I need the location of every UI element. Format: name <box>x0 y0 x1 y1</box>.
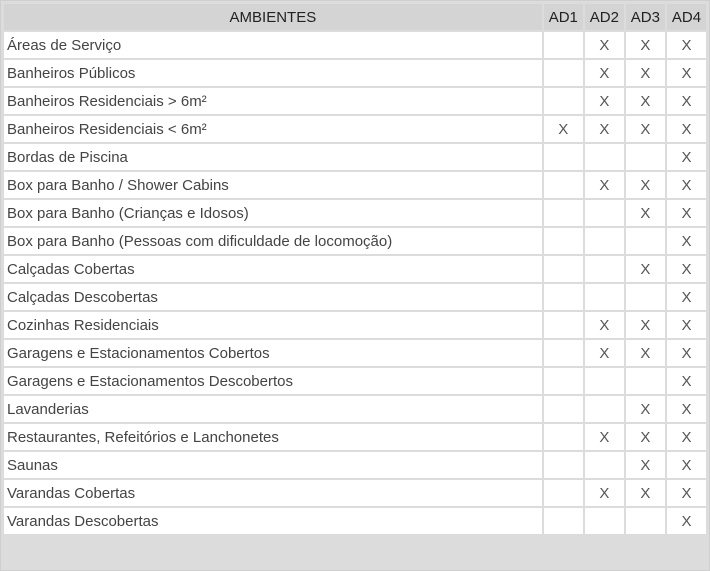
ambientes-table <box>2 2 708 536</box>
ad2-mark: X <box>585 88 624 114</box>
table-row <box>4 32 706 58</box>
table-row <box>4 284 706 310</box>
ad4-mark: X <box>667 88 706 114</box>
ambiente-name: Banheiros Residenciais < 6m² <box>4 116 542 142</box>
ad2-mark: X <box>585 480 624 506</box>
ad2-mark <box>585 256 624 282</box>
ambiente-name: Restaurantes, Refeitórios e Lanchonetes <box>4 424 542 450</box>
ad4-mark: X <box>667 144 706 170</box>
table-row <box>4 144 706 170</box>
ambiente-name: Banheiros Públicos <box>4 60 542 86</box>
ambiente-name: Varandas Cobertas <box>4 480 542 506</box>
ad3-mark: X <box>626 340 665 366</box>
ad4-mark: X <box>667 32 706 58</box>
ad2-mark: X <box>585 340 624 366</box>
ad4-mark: X <box>667 172 706 198</box>
ad2-mark <box>585 508 624 534</box>
table-row <box>4 172 706 198</box>
ad1-mark <box>544 508 583 534</box>
ad1-mark <box>544 228 583 254</box>
ad2-mark: X <box>585 312 624 338</box>
ad4-mark: X <box>667 452 706 478</box>
header-ad2: AD2 <box>585 4 624 30</box>
ad3-mark <box>626 368 665 394</box>
ad4-mark: X <box>667 340 706 366</box>
ad1-mark <box>544 368 583 394</box>
ad3-mark <box>626 228 665 254</box>
ad2-mark <box>585 396 624 422</box>
table-body <box>4 32 706 534</box>
ad2-mark <box>585 284 624 310</box>
table-row <box>4 228 706 254</box>
ad1-mark <box>544 256 583 282</box>
ad1-mark <box>544 32 583 58</box>
ad2-mark: X <box>585 60 624 86</box>
ad2-mark: X <box>585 116 624 142</box>
ad3-mark <box>626 284 665 310</box>
ambiente-name: Saunas <box>4 452 542 478</box>
header-ad3: AD3 <box>626 4 665 30</box>
table-row <box>4 396 706 422</box>
ad1-mark <box>544 172 583 198</box>
ad4-mark: X <box>667 116 706 142</box>
ad1-mark <box>544 144 583 170</box>
ad3-mark: X <box>626 200 665 226</box>
ad3-mark: X <box>626 480 665 506</box>
ambiente-name: Varandas Descobertas <box>4 508 542 534</box>
ad4-mark: X <box>667 312 706 338</box>
ad3-mark: X <box>626 396 665 422</box>
ambiente-name: Lavanderias <box>4 396 542 422</box>
table-row <box>4 256 706 282</box>
ad2-mark: X <box>585 172 624 198</box>
table-row <box>4 200 706 226</box>
table-row <box>4 312 706 338</box>
ad2-mark: X <box>585 32 624 58</box>
ambiente-name: Garagens e Estacionamentos Descobertos <box>4 368 542 394</box>
ad3-mark: X <box>626 452 665 478</box>
ambiente-name: Calçadas Descobertas <box>4 284 542 310</box>
ad1-mark <box>544 452 583 478</box>
ad4-mark: X <box>667 284 706 310</box>
table-row <box>4 424 706 450</box>
ad3-mark: X <box>626 312 665 338</box>
table-row <box>4 88 706 114</box>
header-ad1: AD1 <box>544 4 583 30</box>
ad2-mark <box>585 452 624 478</box>
table-row <box>4 368 706 394</box>
ad2-mark <box>585 144 624 170</box>
ad3-mark: X <box>626 424 665 450</box>
ad4-mark: X <box>667 60 706 86</box>
ad1-mark <box>544 88 583 114</box>
ambiente-name: Áreas de Serviço <box>4 32 542 58</box>
ad4-mark: X <box>667 480 706 506</box>
ad3-mark: X <box>626 256 665 282</box>
ambiente-name: Calçadas Cobertas <box>4 256 542 282</box>
ad1-mark <box>544 200 583 226</box>
ad1-mark <box>544 480 583 506</box>
ad1-mark <box>544 312 583 338</box>
ad2-mark: X <box>585 424 624 450</box>
ad3-mark: X <box>626 60 665 86</box>
table-row <box>4 340 706 366</box>
ad3-mark: X <box>626 88 665 114</box>
table-row <box>4 60 706 86</box>
ad1-mark: X <box>544 116 583 142</box>
table-row <box>4 452 706 478</box>
ad1-mark <box>544 340 583 366</box>
ad3-mark <box>626 144 665 170</box>
table-row <box>4 508 706 534</box>
ad4-mark: X <box>667 508 706 534</box>
header-ambientes: AMBIENTES <box>4 4 542 30</box>
header-row <box>4 4 706 30</box>
ad1-mark <box>544 424 583 450</box>
ambiente-name: Banheiros Residenciais > 6m² <box>4 88 542 114</box>
ad2-mark <box>585 368 624 394</box>
ad3-mark: X <box>626 172 665 198</box>
ad4-mark: X <box>667 368 706 394</box>
ad1-mark <box>544 284 583 310</box>
ambiente-name: Cozinhas Residenciais <box>4 312 542 338</box>
table-row <box>4 116 706 142</box>
ad4-mark: X <box>667 200 706 226</box>
ad4-mark: X <box>667 228 706 254</box>
ad3-mark: X <box>626 116 665 142</box>
ad3-mark <box>626 508 665 534</box>
ambiente-name: Box para Banho (Crianças e Idosos) <box>4 200 542 226</box>
header-ad4: AD4 <box>667 4 706 30</box>
ambiente-name: Box para Banho / Shower Cabins <box>4 172 542 198</box>
ad4-mark: X <box>667 396 706 422</box>
table-row <box>4 480 706 506</box>
ambiente-name: Garagens e Estacionamentos Cobertos <box>4 340 542 366</box>
ad2-mark <box>585 200 624 226</box>
ad4-mark: X <box>667 256 706 282</box>
ad1-mark <box>544 396 583 422</box>
ambiente-name: Box para Banho (Pessoas com dificuldade de locomoção) <box>4 228 542 254</box>
ad3-mark: X <box>626 32 665 58</box>
ad2-mark <box>585 228 624 254</box>
ad1-mark <box>544 60 583 86</box>
ad4-mark: X <box>667 424 706 450</box>
ambiente-name: Bordas de Piscina <box>4 144 542 170</box>
